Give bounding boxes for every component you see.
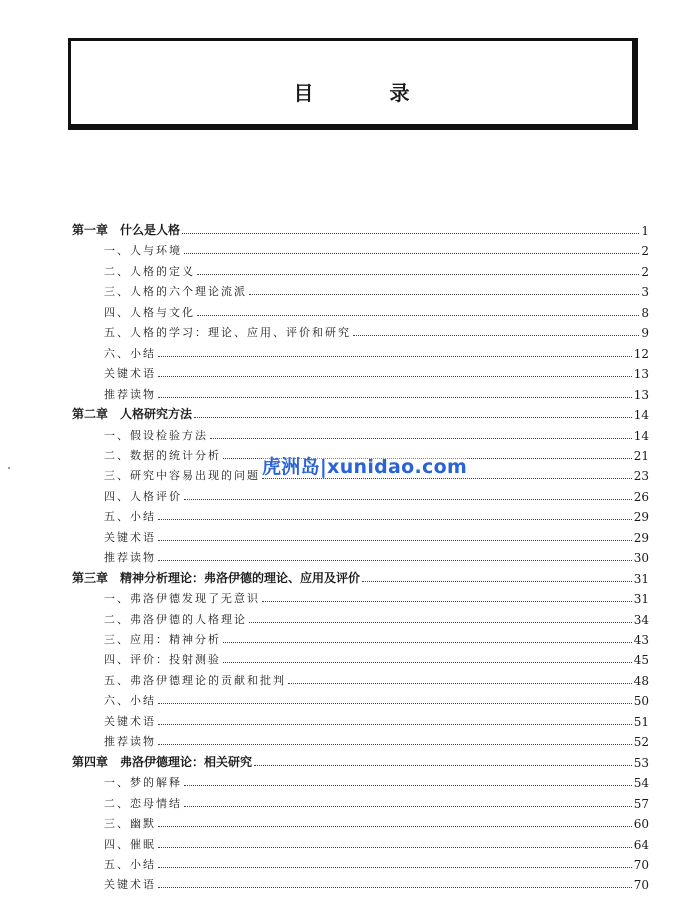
dot-leader [194,416,632,418]
toc-entry-label: 第三章 精神分析理论：弗洛伊德的理论、应用及评价 [72,571,361,585]
toc-entry-row [104,363,649,381]
toc-page-number: 50 [633,694,649,708]
toc-entry-label: 一、假设检验方法 [104,429,208,442]
dot-leader [254,764,632,766]
dot-leader [223,661,632,663]
toc-entry-label: 推荐读物 [104,388,156,401]
toc-entry-label: 五、人格的学习：理论、应用、评价和研究 [104,326,351,339]
toc-chapter-row [72,404,649,422]
toc-entry-row [104,874,649,892]
dot-leader [158,866,632,868]
toc-entry-row [104,711,649,729]
toc-entry-row [104,854,649,872]
toc-entry-label: 推荐读物 [104,735,156,748]
dot-leader [184,498,632,500]
toc-entry-label: 五、小结 [104,858,156,871]
toc-chapter-row [72,220,649,238]
toc-entry-row [104,527,649,545]
toc-entry-label: 四、人格与文化 [104,306,195,319]
toc-entry-label: 关键术语 [104,878,156,891]
toc-entry-label: 关键术语 [104,367,156,380]
toc-entry-row [104,425,649,443]
toc-entry-row [104,793,649,811]
toc-page-number: 8 [641,306,649,320]
toc-entry-row [104,547,649,565]
toc-chapter-row [72,568,649,586]
dot-leader [158,743,632,745]
toc-entry-label: 五、弗洛伊德理论的贡献和批判 [104,674,286,687]
toc-page-number: 21 [633,449,649,463]
dot-leader [262,600,632,602]
toc-page-number: 31 [633,572,649,586]
toc-entry-row [104,731,649,749]
toc-entry-label: 三、研究中容易出现的问题 [104,469,260,482]
toc-entry-label: 四、人格评价 [104,490,182,503]
toc-entry-row [104,670,649,688]
toc-entry-row [104,813,649,831]
toc-page-number: 3 [641,285,649,299]
toc-entry-row [104,690,649,708]
toc-page-number: 31 [633,592,649,606]
toc-entry-row [104,384,649,402]
toc-entry-label: 一、梦的解释 [104,776,182,789]
toc-page-number: 14 [633,429,649,443]
dot-leader [197,314,639,316]
toc-page-number: 70 [633,858,649,872]
toc-entry-row [104,261,649,279]
dot-leader [158,723,632,725]
watermark: 虎洲岛|xunidao.com [262,452,467,476]
toc-page-number: 1 [641,224,649,238]
dot-leader [197,273,639,275]
dot-leader [158,396,632,398]
toc-page-number: 54 [633,776,649,790]
dot-leader [158,518,632,520]
toc-page-number: 34 [633,613,649,627]
dot-leader [158,846,632,848]
toc-page-number: 2 [641,244,649,258]
toc-entry-label: 五、小结 [104,510,156,523]
toc-page-number: 52 [633,735,649,749]
toc-page-number: 51 [633,715,649,729]
toc-page-number: 29 [633,531,649,545]
toc-page-number: 9 [641,326,649,340]
toc-entry-row [104,629,649,647]
toc-page-number: 12 [633,347,649,361]
toc-entry-row [104,772,649,790]
toc-entry-label: 六、小结 [104,694,156,707]
toc-entry-label: 第四章 弗洛伊德理论：相关研究 [72,755,253,769]
toc-page-number: 23 [633,469,649,483]
toc-page-number: 45 [633,653,649,667]
toc-page-number: 60 [633,817,649,831]
toc-entry-label: 六、小结 [104,347,156,360]
dot-leader [158,539,632,541]
dot-leader [288,682,632,684]
toc-page-number: 53 [633,756,649,770]
toc-entry-row [104,834,649,852]
dot-leader [158,702,632,704]
toc-entry-label: 关键术语 [104,531,156,544]
toc-entry-label: 二、人格的定义 [104,265,195,278]
page-title: 目 录 [293,81,438,105]
toc-page-number: 43 [633,633,649,647]
toc-entry-row [104,588,649,606]
toc-entry-label: 二、恋母情结 [104,797,182,810]
toc-page-number: 64 [633,838,649,852]
toc-page-number: 70 [633,878,649,892]
dot-leader [158,559,632,561]
toc-entry-label: 三、应用：精神分析 [104,633,221,646]
toc-page-number: 30 [633,551,649,565]
toc-page-number: 13 [633,388,649,402]
toc-page-number: 57 [633,797,649,811]
toc-entry-row [104,609,649,627]
toc-entry-row [104,486,649,504]
dot-leader [249,293,639,295]
toc-entry-label: 第二章 人格研究方法 [72,407,193,421]
dot-leader [158,375,632,377]
toc-page-number: 2 [641,265,649,279]
dot-leader [210,437,632,439]
dot-leader [182,232,639,234]
dot-leader [184,784,632,786]
toc-entry-label: 三、幽默 [104,817,156,830]
toc-page-number: 26 [633,490,649,504]
toc-entry-row [104,281,649,299]
toc-entry-label: 推荐读物 [104,551,156,564]
toc-entry-label: 二、数据的统计分析 [104,449,221,462]
toc-entry-label: 四、催眠 [104,838,156,851]
toc-entry-row [104,649,649,667]
toc-page-number: 29 [633,510,649,524]
dot-leader [223,641,632,643]
toc-entry-row [104,322,649,340]
toc-entry-label: 三、人格的六个理论流派 [104,285,247,298]
dot-leader [158,825,632,827]
toc-entry-label: 四、评价：投射测验 [104,653,221,666]
dot-leader [184,805,632,807]
toc-entry-label: 第一章 什么是人格 [72,223,181,237]
toc-entry-label: 二、弗洛伊德的人格理论 [104,613,247,626]
toc-entry-row [104,302,649,320]
toc-entry-row [104,343,649,361]
toc-entry-label: 关键术语 [104,715,156,728]
toc-page-number: 13 [633,367,649,381]
dot-leader [158,355,632,357]
toc-page-number: 14 [633,408,649,422]
dot-leader [184,252,639,254]
dot-leader [362,580,632,582]
dot-leader [353,334,639,336]
toc-entry-row [104,506,649,524]
toc-entry-row [104,240,649,258]
toc-page-number: 48 [633,674,649,688]
toc-chapter-row [72,752,649,770]
dot-leader [249,621,632,623]
dot-leader [158,886,632,888]
toc-entry-label: 一、弗洛伊德发现了无意识 [104,592,260,605]
toc-entry-label: 一、人与环境 [104,244,182,257]
